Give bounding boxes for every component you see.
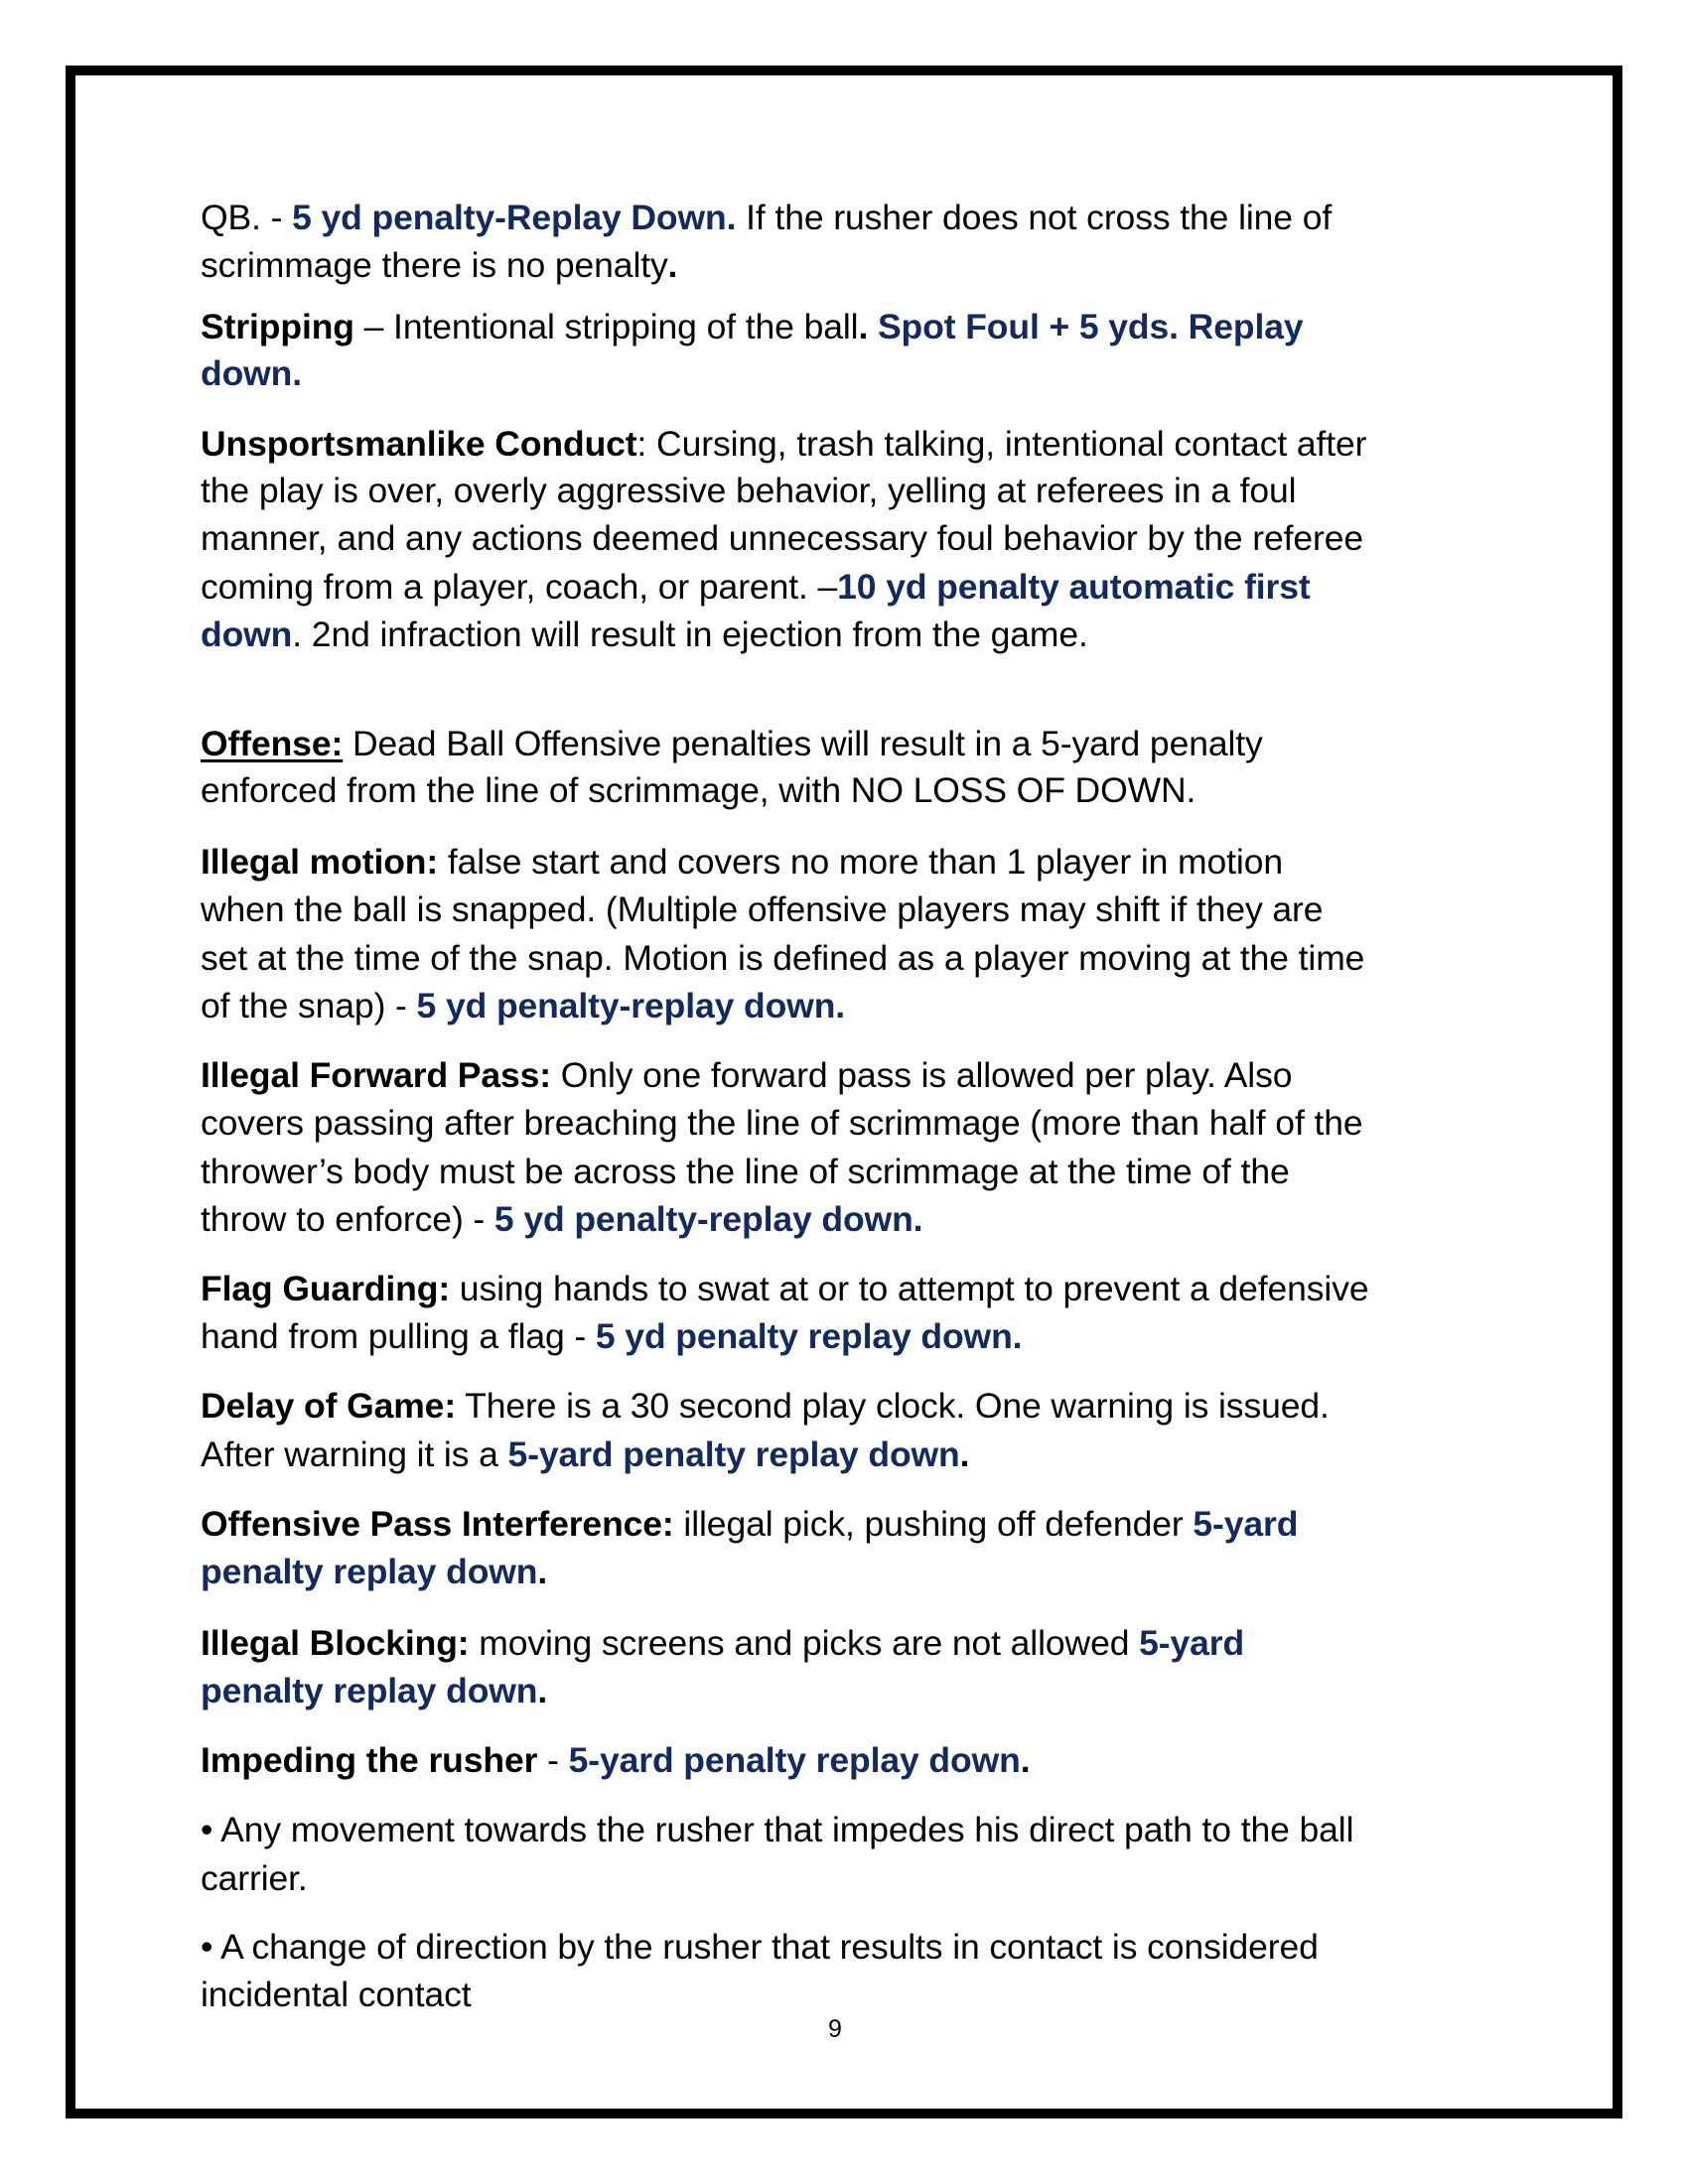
illegal-motion-line: [201, 937, 1365, 978]
rule-text: : Cursing, trash talking, intentional contact after: [636, 423, 1367, 464]
rule-text: QB. -: [201, 197, 293, 237]
impeding-bullet-1-line: [201, 1809, 1354, 1849]
flag-guarding-line: [201, 1268, 1369, 1308]
qb-continuation-line: [201, 197, 1333, 237]
rule-heading: .: [1020, 1739, 1031, 1780]
flag-guarding-line: [201, 1315, 1023, 1356]
illegal-blocking-line: [201, 1670, 548, 1710]
rule-heading: Impeding the rusher: [201, 1739, 538, 1780]
illegal-forward-pass-line: [201, 1102, 1363, 1143]
unsportsmanlike-conduct-line: [201, 423, 1367, 464]
rule-text: -: [537, 1739, 569, 1780]
rule-text: coming from a player, coach, or parent. –: [201, 566, 838, 607]
rule-heading: Offensive Pass Interference:: [201, 1503, 674, 1544]
delay-of-game-line: [201, 1385, 1330, 1426]
penalty-text: down: [201, 614, 293, 654]
rule-text: scrimmage there is no penalty: [201, 244, 668, 285]
rule-text: the play is over, overly aggressive behavior, yelling at referees in a foul: [201, 470, 1297, 510]
rule-text: • Any movement towards the rusher that impedes his direct path to the ball: [201, 1809, 1354, 1849]
stripping-line: [201, 352, 303, 393]
rule-text: set at the time of the snap. Motion is defined as a player moving at the time: [201, 937, 1365, 978]
penalty-text: penalty replay down: [201, 1670, 538, 1710]
rule-heading: Illegal Forward Pass:: [201, 1054, 552, 1095]
rule-text: incidental contact: [201, 1974, 472, 2014]
rule-text: covers passing after breaching the line of scrimmage (more than half of the: [201, 1102, 1363, 1143]
rule-text: when the ball is snapped. (Multiple offensive players may shift if they are: [201, 888, 1324, 929]
penalty-text: 5-yard penalty replay down: [568, 1739, 1021, 1780]
rule-heading: .: [959, 1433, 970, 1474]
penalty-text: 10 yd penalty automatic first: [837, 566, 1311, 607]
impeding-bullet-2-line: [201, 1926, 1319, 1967]
rule-text: • A change of direction by the rusher that results in contact is considered: [201, 1926, 1319, 1967]
unsportsmanlike-conduct-line: [201, 566, 1311, 607]
penalty-text: Spot Foul + 5 yds. Replay: [877, 306, 1304, 346]
penalty-text: down.: [201, 352, 303, 393]
rule-text: There is a 30 second play clock. One warning is issued.: [456, 1385, 1330, 1426]
illegal-forward-pass-line: [201, 1151, 1290, 1191]
illegal-motion-line: [201, 841, 1284, 882]
rule-text: enforced from the line of scrimmage, with NO LOSS OF DOWN.: [201, 769, 1196, 810]
rule-text: Only one forward pass is allowed per play. Also: [551, 1054, 1293, 1095]
unsportsmanlike-conduct-line: [201, 614, 1088, 654]
illegal-motion-line: [201, 888, 1324, 929]
rule-text: – Intentional stripping of the ball: [353, 306, 859, 346]
illegal-blocking-line: [201, 1622, 1245, 1663]
offense-intro-line: [201, 723, 1263, 763]
rule-text: If the rusher does not cross the line of: [736, 197, 1333, 237]
rule-text: hand from pulling a flag -: [201, 1315, 596, 1356]
rule-text: illegal pick, pushing off defender: [673, 1503, 1194, 1544]
rule-heading: Offense:: [201, 723, 344, 763]
rule-heading: Flag Guarding:: [201, 1268, 451, 1308]
rule-text: moving screens and picks are not allowed: [469, 1622, 1140, 1663]
rule-text: using hands to swat at or to attempt to prevent a defensive: [450, 1268, 1369, 1308]
penalty-text: 5 yd penalty-replay down.: [416, 985, 846, 1025]
penalty-text: 5 yd penalty-replay down.: [493, 1198, 923, 1239]
page-number: 9: [828, 2015, 842, 2044]
offense-intro-line: [201, 769, 1196, 810]
rule-text: of the snap) -: [201, 985, 417, 1025]
offensive-pass-interference-line: [201, 1503, 1299, 1544]
impeding-bullet-1-line: [201, 1857, 308, 1898]
rule-heading: Illegal Blocking:: [201, 1622, 470, 1663]
rule-heading: Unsportsmanlike Conduct: [201, 423, 637, 464]
rule-text: thrower’s body must be across the line of scrimmage at the time of the: [201, 1151, 1290, 1191]
rule-heading: .: [858, 306, 878, 346]
penalty-text: 5-yard penalty replay down: [507, 1433, 960, 1474]
rule-heading: .: [537, 1551, 548, 1591]
rule-text: false start and covers no more than 1 player in motion: [438, 841, 1284, 882]
rule-text: Dead Ball Offensive penalties will result in a 5-yard penalty: [343, 723, 1263, 763]
penalty-text: 5 yd penalty-Replay Down.: [292, 197, 737, 237]
rule-text: manner, and any actions deemed unnecessary foul behavior by the referee: [201, 517, 1364, 558]
penalty-text: 5 yd penalty replay down.: [595, 1315, 1023, 1356]
delay-of-game-line: [201, 1433, 970, 1474]
rule-heading: .: [537, 1670, 548, 1710]
illegal-motion-line: [201, 985, 846, 1025]
penalty-text: penalty replay down: [201, 1551, 538, 1591]
rule-text: After warning it is a: [201, 1433, 508, 1474]
unsportsmanlike-conduct-line: [201, 470, 1297, 510]
rule-heading: Stripping: [201, 306, 354, 346]
illegal-forward-pass-line: [201, 1054, 1293, 1095]
offensive-pass-interference-line: [201, 1551, 548, 1591]
rule-text: . 2nd infraction will result in ejection from the game.: [292, 614, 1088, 654]
rule-text: throw to enforce) -: [201, 1198, 494, 1239]
rule-heading: Delay of Game:: [201, 1385, 457, 1426]
stripping-line: [201, 306, 1304, 346]
penalty-text: 5-yard: [1139, 1622, 1245, 1663]
unsportsmanlike-conduct-line: [201, 517, 1364, 558]
rule-heading: Illegal motion:: [201, 841, 439, 882]
illegal-forward-pass-line: [201, 1198, 923, 1239]
penalty-text: 5-yard: [1193, 1503, 1299, 1544]
rule-text: carrier.: [201, 1857, 308, 1898]
qb-continuation-line: [201, 244, 678, 285]
impeding-the-rusher-line: [201, 1739, 1031, 1780]
impeding-bullet-2-line: [201, 1974, 472, 2014]
rule-heading: .: [667, 244, 678, 285]
